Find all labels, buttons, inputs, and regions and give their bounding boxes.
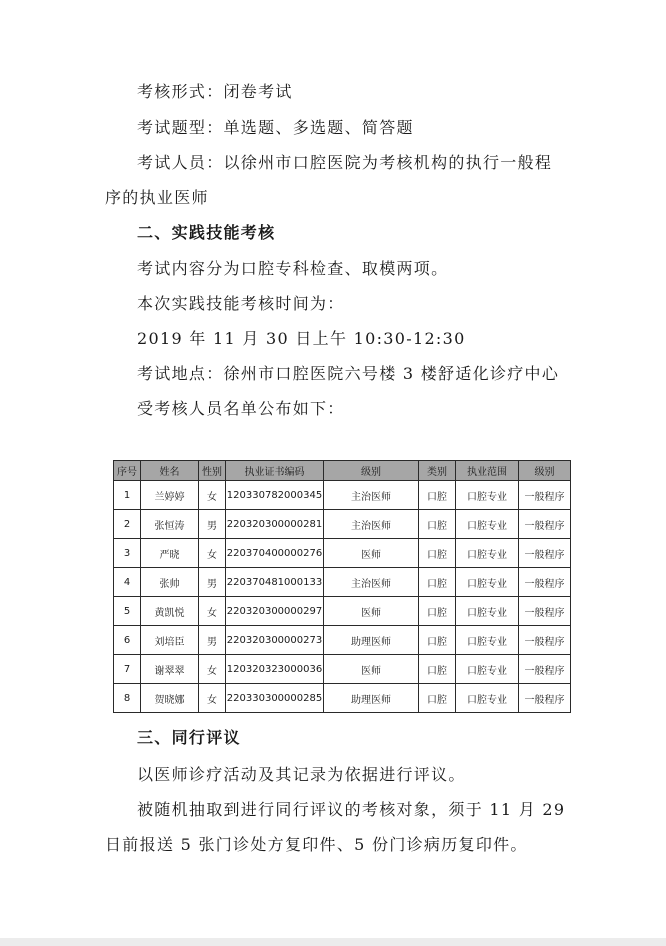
table-cell: 助理医师 <box>324 684 419 713</box>
table-cell: 3 <box>114 539 141 568</box>
table-cell: 一般程序 <box>519 510 571 539</box>
table-cell: 男 <box>199 510 226 539</box>
table-cell: 口腔专业 <box>456 568 519 597</box>
table-cell: 一般程序 <box>519 626 571 655</box>
table-row <box>114 539 571 568</box>
peer-review-requirement-line-continued: 日前报送 5 张门诊处方复印件、5 份门诊病历复印件。 <box>105 835 528 854</box>
table-cell: 贺晓娜 <box>141 684 199 713</box>
table-row <box>114 510 571 539</box>
table-cell: 主治医师 <box>324 568 419 597</box>
table-row <box>114 568 571 597</box>
table-row <box>114 626 571 655</box>
exam-personnel-line-continued: 序的执业医师 <box>105 188 209 207</box>
table-cell: 谢翠翠 <box>141 655 199 684</box>
table-cell: 男 <box>199 626 226 655</box>
table-cell: 8 <box>114 684 141 713</box>
table-cell: 助理医师 <box>324 626 419 655</box>
table-row <box>114 684 571 713</box>
table-cell: 主治医师 <box>324 510 419 539</box>
table-cell: 口腔专业 <box>456 655 519 684</box>
table-cell: 一般程序 <box>519 655 571 684</box>
table-cell: 主治医师 <box>324 481 419 510</box>
table-cell: 一般程序 <box>519 597 571 626</box>
table-cell: 口腔 <box>419 626 456 655</box>
table-cell: 口腔 <box>419 597 456 626</box>
table-cell: 男 <box>199 568 226 597</box>
header-cell: 执业范围 <box>456 461 519 481</box>
table-cell: 口腔 <box>419 568 456 597</box>
peer-review-basis-line: 以医师诊疗活动及其记录为依据进行评议。 <box>137 765 466 784</box>
table-row <box>114 655 571 684</box>
section-heading-practical-skills: 二、实践技能考核 <box>137 223 276 242</box>
table-cell: 口腔专业 <box>456 684 519 713</box>
table-cell: 一般程序 <box>519 539 571 568</box>
exam-time-line: 2019 年 11 月 30 日上午 10:30-12:30 <box>137 329 466 348</box>
candidate-list-intro-line: 受考核人员名单公布如下： <box>137 399 345 418</box>
page-bottom-edge <box>0 938 666 946</box>
table-cell: 兰婷婷 <box>141 481 199 510</box>
table-cell: 220370400000276 <box>226 539 324 568</box>
table-cell: 5 <box>114 597 141 626</box>
section-heading-peer-review: 三、同行评议 <box>137 728 241 747</box>
table-cell: 刘培臣 <box>141 626 199 655</box>
table-cell: 严晓 <box>141 539 199 568</box>
exam-location-line: 考试地点：徐州市口腔医院六号楼 3 楼舒适化诊疗中心 <box>137 364 560 383</box>
exam-format-line: 考核形式：闭卷考试 <box>137 82 293 101</box>
table-cell: 女 <box>199 539 226 568</box>
table-cell: 口腔 <box>419 684 456 713</box>
header-cell: 级别 <box>324 461 419 481</box>
table-cell: 女 <box>199 684 226 713</box>
table-row <box>114 481 571 510</box>
table-cell: 医师 <box>324 539 419 568</box>
table-cell: 220330300000285 <box>226 684 324 713</box>
header-cell: 执业证书编码 <box>226 461 324 481</box>
table-cell: 医师 <box>324 655 419 684</box>
table-cell: 口腔 <box>419 481 456 510</box>
table-cell: 220320300000297 <box>226 597 324 626</box>
table-cell: 2 <box>114 510 141 539</box>
table-cell: 120320323000036 <box>226 655 324 684</box>
table-row <box>114 597 571 626</box>
exam-personnel-line: 考试人员：以徐州市口腔医院为考核机构的执行一般程 <box>137 153 553 172</box>
table-cell: 一般程序 <box>519 684 571 713</box>
table-cell: 220320300000281 <box>226 510 324 539</box>
table-header-row <box>114 461 571 481</box>
table-cell: 口腔专业 <box>456 597 519 626</box>
table-cell: 女 <box>199 597 226 626</box>
table-cell: 女 <box>199 481 226 510</box>
table-cell: 口腔 <box>419 655 456 684</box>
exam-time-intro-line: 本次实践技能考核时间为： <box>137 294 345 313</box>
table-cell: 7 <box>114 655 141 684</box>
table-cell: 6 <box>114 626 141 655</box>
table-cell: 口腔 <box>419 539 456 568</box>
table-cell: 4 <box>114 568 141 597</box>
header-cell: 序号 <box>114 461 141 481</box>
table-cell: 口腔专业 <box>456 539 519 568</box>
table-cell: 女 <box>199 655 226 684</box>
table-cell: 医师 <box>324 597 419 626</box>
table-cell: 220320300000273 <box>226 626 324 655</box>
peer-review-requirement-line: 被随机抽取到进行同行评议的考核对象，须于 11 月 29 <box>137 800 566 819</box>
header-cell: 类别 <box>419 461 456 481</box>
table-cell: 一般程序 <box>519 481 571 510</box>
header-cell: 性别 <box>199 461 226 481</box>
table-cell: 1 <box>114 481 141 510</box>
table-cell: 张帅 <box>141 568 199 597</box>
table-cell: 口腔专业 <box>456 626 519 655</box>
table-cell: 口腔专业 <box>456 510 519 539</box>
header-cell: 级别 <box>519 461 571 481</box>
exam-content-line: 考试内容分为口腔专科检查、取模两项。 <box>137 259 449 278</box>
table-cell: 口腔 <box>419 510 456 539</box>
header-cell: 姓名 <box>141 461 199 481</box>
table-cell: 一般程序 <box>519 568 571 597</box>
table-cell: 口腔专业 <box>456 481 519 510</box>
table-cell: 黄凯悦 <box>141 597 199 626</box>
exam-question-types-line: 考试题型：单选题、多选题、简答题 <box>137 118 414 137</box>
table-cell: 张恒涛 <box>141 510 199 539</box>
candidate-table <box>113 460 571 713</box>
table-cell: 220370481000133 <box>226 568 324 597</box>
table-cell: 120330782000345 <box>226 481 324 510</box>
